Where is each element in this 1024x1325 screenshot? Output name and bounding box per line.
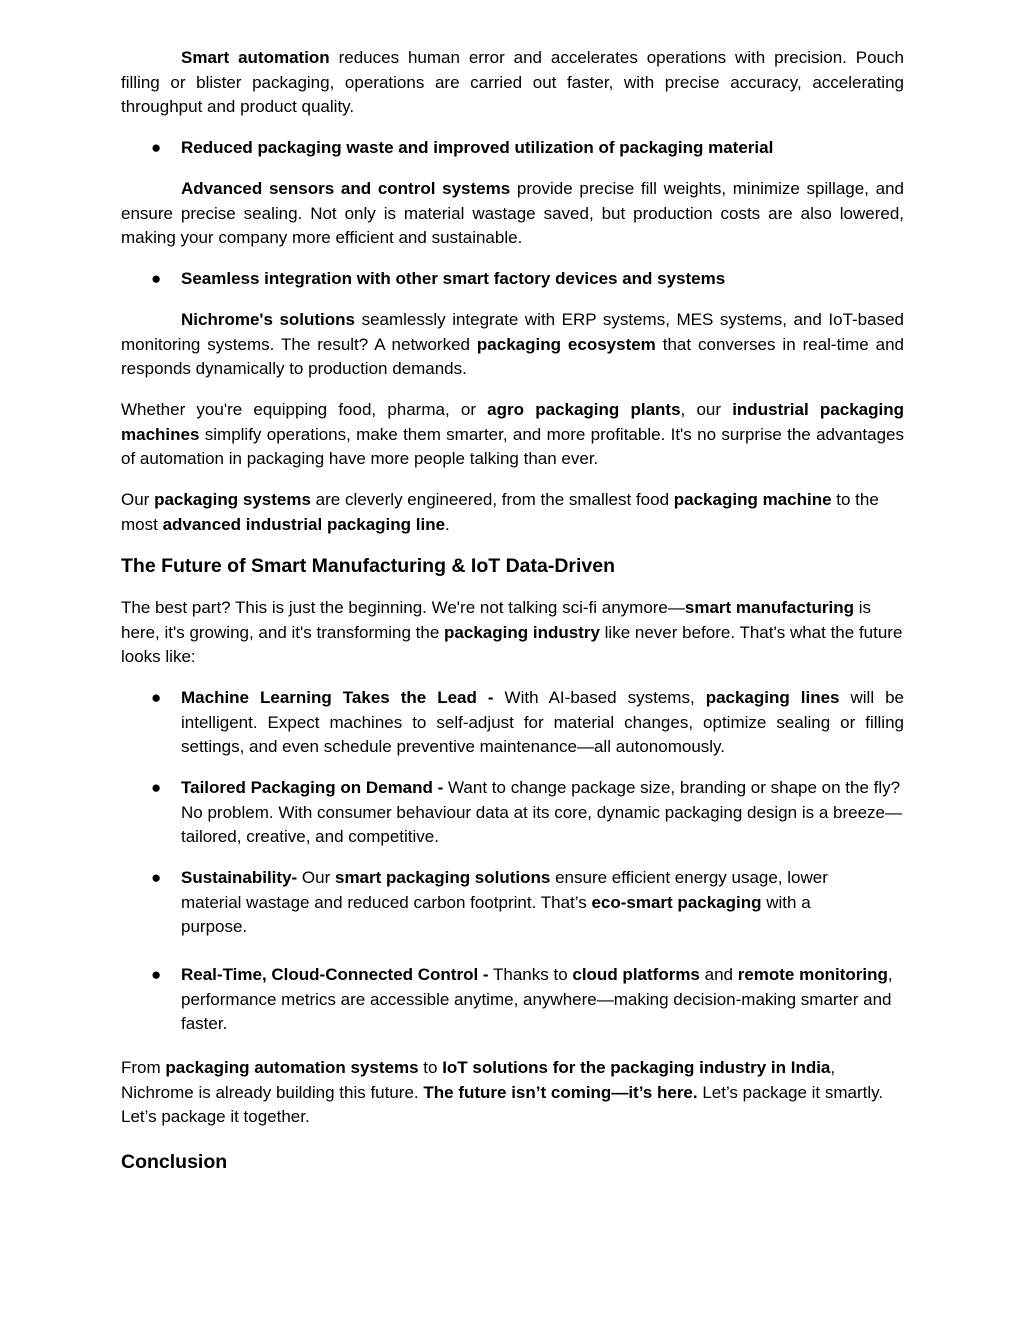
paragraph-text: , our [680, 400, 733, 419]
paragraph-text: that converses in real-time and responds dynamically to production demands. [121, 334, 904, 378]
paragraph-text: ensure efficient energy usage, lower material wastage and reduced carbon footprint. That’s [181, 868, 828, 912]
list-item-text [181, 963, 896, 1037]
paragraph-text: . [445, 514, 450, 534]
paragraph-text: , performance metrics are accessible anytime, anywhere—making decision-making smarter and faster. [181, 965, 893, 1033]
paragraph-text: The best part? This is just the beginning. We're not talking sci-fi anymore— [121, 598, 685, 617]
bold-text: Tailored Packaging on Demand - [181, 778, 444, 797]
paragraph-text: to [418, 1058, 443, 1077]
bold-text: Machine Learning Takes the Lead - [181, 688, 494, 707]
paragraph-text: Let’s package it smartly. Let’s package it together. [121, 1082, 884, 1126]
bold-text: Reduced packaging waste and improved utilization of packaging material [181, 138, 774, 157]
bold-text: advanced industrial packaging line [162, 514, 446, 534]
paragraph-text: Want to change package size, branding or shape on the fly? No problem. With consumer behaviour data at its core, dynamic packaging design is a breeze—tailored, creative, and competitive. [181, 778, 902, 846]
bold-text: agro packaging plants [487, 400, 681, 419]
list-item-text [181, 776, 904, 850]
bold-text: packaging machine [673, 490, 832, 509]
paragraph-text: like never before. That's what the future looks like: [121, 622, 903, 666]
paragraph-whether-equipping [121, 398, 904, 472]
paragraph-text: Thanks to [488, 965, 573, 984]
paragraph-text: are cleverly engineered, from the smallest food [310, 490, 674, 509]
paragraph-advanced-sensors [121, 177, 904, 251]
paragraph-best-part [121, 596, 904, 670]
bullet-dot-icon: ● [151, 269, 162, 288]
paragraph-text: with a purpose. [181, 892, 811, 936]
list-item-text [181, 686, 904, 760]
paragraph-text: provide precise fill weights, minimize spillage, and ensure precise sealing. Not only is material wastage saved, but production costs are also lowered, making your company more efficient and sustainable. [121, 179, 904, 247]
paragraph-text: simplify operations, make them smarter, and more profitable. It's no surprise the advantages of automation in packaging have more people talking than ever. [121, 424, 904, 468]
bold-text: The future isn’t coming—it’s here. [423, 1082, 698, 1102]
bold-text: packaging industry [444, 622, 600, 642]
paragraph-from-packaging-automation [121, 1056, 886, 1130]
paragraph-text: and [699, 965, 738, 984]
paragraph-text: Whether you're equipping food, pharma, or [121, 400, 488, 419]
bold-text: smart manufacturing [684, 598, 854, 617]
bold-text: Seamless integration with other smart factory devices and systems [181, 269, 726, 288]
bold-text: Smart automation [181, 48, 330, 67]
bold-text: packaging lines [705, 688, 840, 707]
paragraph-text: is here, it's growing, and it's transforming the [121, 598, 871, 642]
paragraph-text: With AI-based systems, [493, 688, 706, 707]
paragraph-smart-automation [121, 46, 904, 120]
paragraph-text: to the most [121, 490, 879, 534]
section-heading-future: The Future of Smart Manufacturing & IoT Data-Driven [121, 555, 616, 577]
bold-text: eco-smart packaging [591, 892, 762, 912]
bold-text: Real-Time, Cloud-Connected Control - [181, 965, 489, 984]
bullet-dot-icon: ● [151, 965, 162, 984]
bold-text: Advanced sensors and control systems [181, 179, 511, 198]
bold-text: smart packaging solutions [334, 868, 551, 887]
bold-text: packaging automation systems [165, 1058, 419, 1077]
paragraph-nichrome-solutions [121, 308, 904, 382]
section-heading-conclusion: Conclusion [121, 1151, 228, 1173]
bold-text: packaging ecosystem [476, 334, 656, 354]
bold-text: Nichrome's solutions [181, 310, 356, 329]
paragraph-text: reduces human error and accelerates operations with precision. Pouch filling or blister packaging, operations are carried out faster, with precise accuracy, accelerating throughput and product quality. [121, 48, 904, 116]
bold-text: Sustainability- [181, 868, 298, 887]
paragraph-packaging-systems [121, 488, 904, 537]
bold-text: IoT solutions for the packaging industry in India [442, 1058, 831, 1077]
paragraph-text: Our [121, 490, 155, 509]
bold-text: cloud platforms [572, 965, 700, 984]
bullet-dot-icon: ● [151, 778, 162, 797]
paragraph-text: seamlessly integrate with ERP systems, MES systems, and IoT-based monitoring systems. The result? A networked [121, 310, 904, 354]
bold-text: packaging systems [154, 490, 311, 509]
bullet-dot-icon: ● [151, 138, 162, 157]
paragraph-text: will be intelligent. Expect machines to self-adjust for material changes, optimize sealing or filling settings, and even schedule preventive maintenance—all autonomously. [181, 688, 904, 756]
bold-text: remote monitoring [737, 965, 888, 984]
paragraph-text: Our [297, 868, 335, 887]
paragraph-text: From [121, 1058, 166, 1077]
bullet-dot-icon: ● [151, 688, 162, 707]
paragraph-text: , Nichrome is already building this future. [121, 1058, 836, 1102]
list-item-text [181, 866, 881, 940]
bullet-dot-icon: ● [151, 868, 162, 887]
bold-text: industrial packaging machines [121, 400, 904, 444]
